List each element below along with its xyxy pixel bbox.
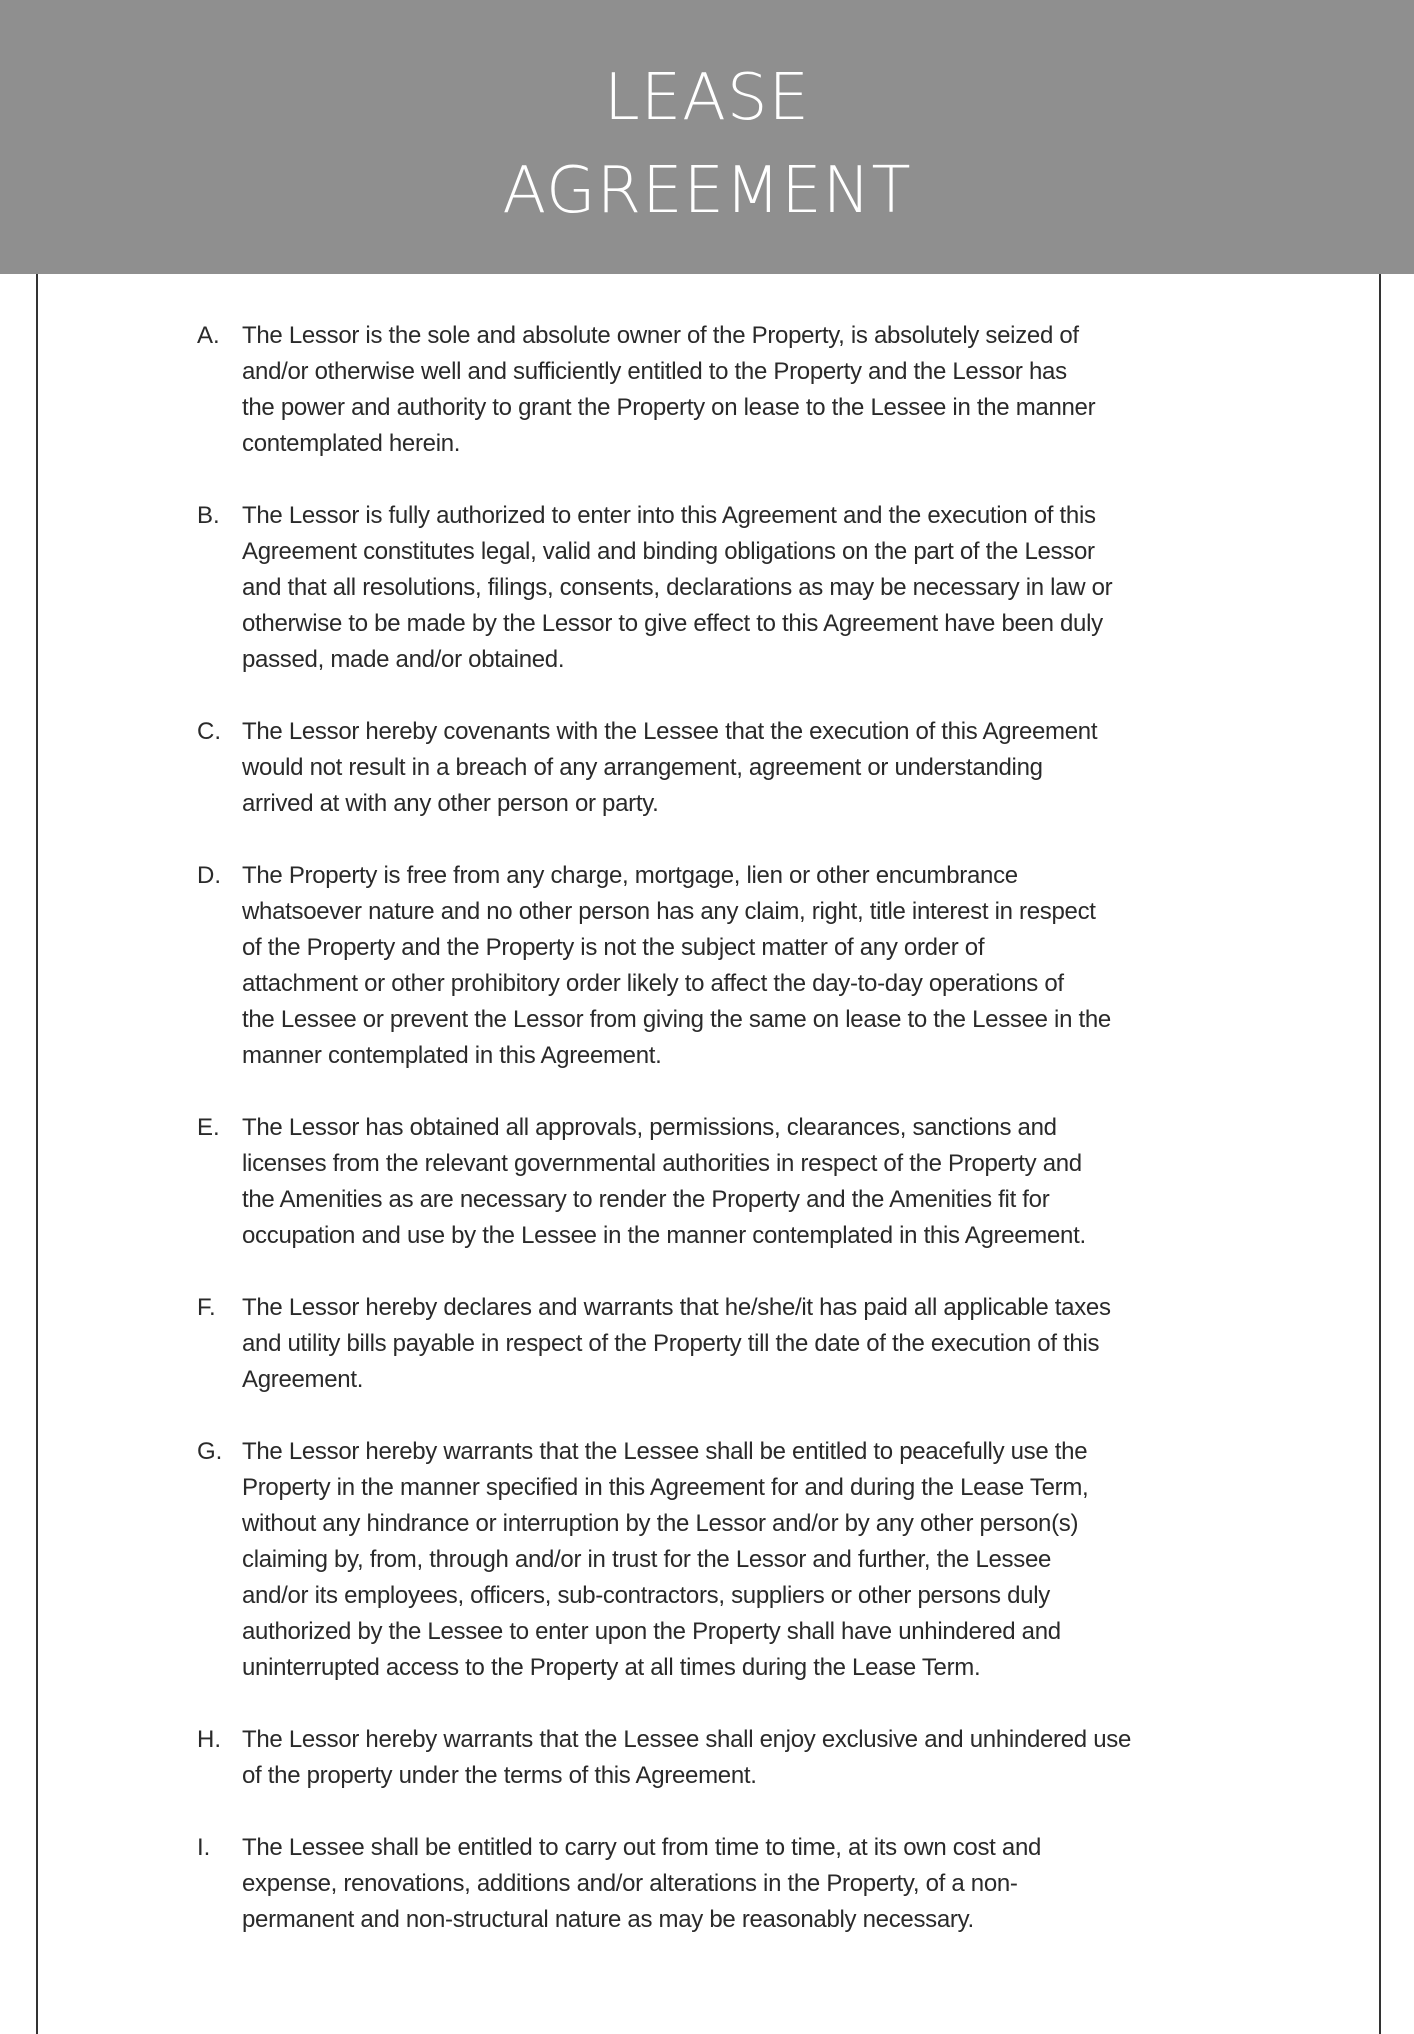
clause-text-line: and/or its employees, officers, sub-contractors, suppliers or other persons duly [242,1582,1050,1609]
clause-text-line: passed, made and/or obtained. [242,646,565,673]
clause-text-line: The Lessee shall be entitled to carry out from time to time, at its own cost and [242,1834,1042,1861]
clause-text-line: The Lessor has obtained all approvals, permissions, clearances, sanctions and [242,1114,1057,1141]
clause-text-line: arrived at with any other person or party. [242,790,659,817]
clause-text-line: The Lessor is the sole and absolute owner of the Property, is absolutely seized of [242,322,1079,349]
clause-item [197,858,1347,1074]
clause-text-line: claiming by, from, through and/or in trust for the Lessor and further, the Lessee [242,1546,1052,1573]
clause-text-line: contemplated herein. [242,430,461,457]
clause-text-line: The Property is free from any charge, mortgage, lien or other encumbrance [242,862,1018,889]
clause-list [197,318,1347,1974]
clause-text-line: attachment or other prohibitory order likely to affect the day-to-day operations of [242,970,1064,997]
clause-letter: C. [197,718,221,745]
clause-item [197,714,1347,822]
clause-text-line: The Lessor hereby declares and warrants that he/she/it has paid all applicable taxes [242,1294,1111,1321]
clause-text-line: The Lessor hereby covenants with the Lessee that the execution of this Agreement [242,718,1098,745]
clause-text-line: Agreement constitutes legal, valid and binding obligations on the part of the Lessor [242,538,1095,565]
clause-letter: A. [197,322,220,349]
clause-letter: D. [197,862,221,889]
clause-text-line: and that all resolutions, filings, consents, declarations as may be necessary in law or [242,574,1113,601]
clause-text-line: expense, renovations, additions and/or alterations in the Property, of a non- [242,1870,1018,1897]
clause-text-line: Agreement. [242,1366,364,1393]
clause-text-line: licenses from the relevant governmental authorities in respect of the Property and [242,1150,1082,1177]
clause-text-line: without any hindrance or interruption by the Lessor and/or by any other person(s) [242,1510,1079,1537]
clause-text-line: and utility bills payable in respect of the Property till the date of the execution of this [242,1330,1100,1357]
clause-item [197,498,1347,678]
clause-letter: G. [197,1438,223,1465]
clause-text-line: the power and authority to grant the Property on lease to the Lessee in the manner [242,394,1096,421]
clause-item [197,1434,1347,1686]
clause-text-line: would not result in a breach of any arrangement, agreement or understanding [242,754,1043,781]
document-title-line-1: LEASE [604,61,810,135]
clause-text-line: manner contemplated in this Agreement. [242,1042,662,1069]
clause-text-line: otherwise to be made by the Lessor to give effect to this Agreement have been duly [242,610,1103,637]
clause-text-line: authorized by the Lessee to enter upon the Property shall have unhindered and [242,1618,1061,1645]
clause-item [197,318,1347,462]
clause-letter: B. [197,502,220,529]
clause-text-line: the Lessee or prevent the Lessor from giving the same on lease to the Lessee in the [242,1006,1111,1033]
title-banner [0,0,1414,274]
clause-text-line: of the property under the terms of this Agreement. [242,1762,757,1789]
clause-text-line: The Lessor hereby warrants that the Lessee shall enjoy exclusive and unhindered use [242,1726,1131,1753]
clause-text-line: and/or otherwise well and sufficiently entitled to the Property and the Lessor has [242,358,1067,385]
clause-item [197,1722,1347,1794]
clause-letter: E. [197,1114,220,1141]
clause-letter: F. [197,1294,216,1321]
clause-text-line: permanent and non-structural nature as may be reasonably necessary. [242,1906,974,1933]
document-title-line-2: AGREEMENT [502,154,912,228]
clause-text-line: whatsoever nature and no other person has any claim, right, title interest in respect [242,898,1096,925]
clause-item [197,1290,1347,1398]
clause-text-line: The Lessor is fully authorized to enter into this Agreement and the execution of this [242,502,1096,529]
clause-text-line: Property in the manner specified in this Agreement for and during the Lease Term, [242,1474,1089,1501]
clause-text-line: uninterrupted access to the Property at all times during the Lease Term. [242,1654,981,1681]
clause-text-line: The Lessor hereby warrants that the Lessee shall be entitled to peacefully use the [242,1438,1088,1465]
clause-text-line: the Amenities as are necessary to render the Property and the Amenities fit for [242,1186,1050,1213]
clause-item [197,1830,1347,1938]
clause-item [197,1110,1347,1254]
clause-text-line: occupation and use by the Lessee in the manner contemplated in this Agreement. [242,1222,1086,1249]
clause-text-line: of the Property and the Property is not the subject matter of any order of [242,934,985,961]
clause-letter: H. [197,1726,221,1753]
clause-letter: I. [197,1834,211,1861]
